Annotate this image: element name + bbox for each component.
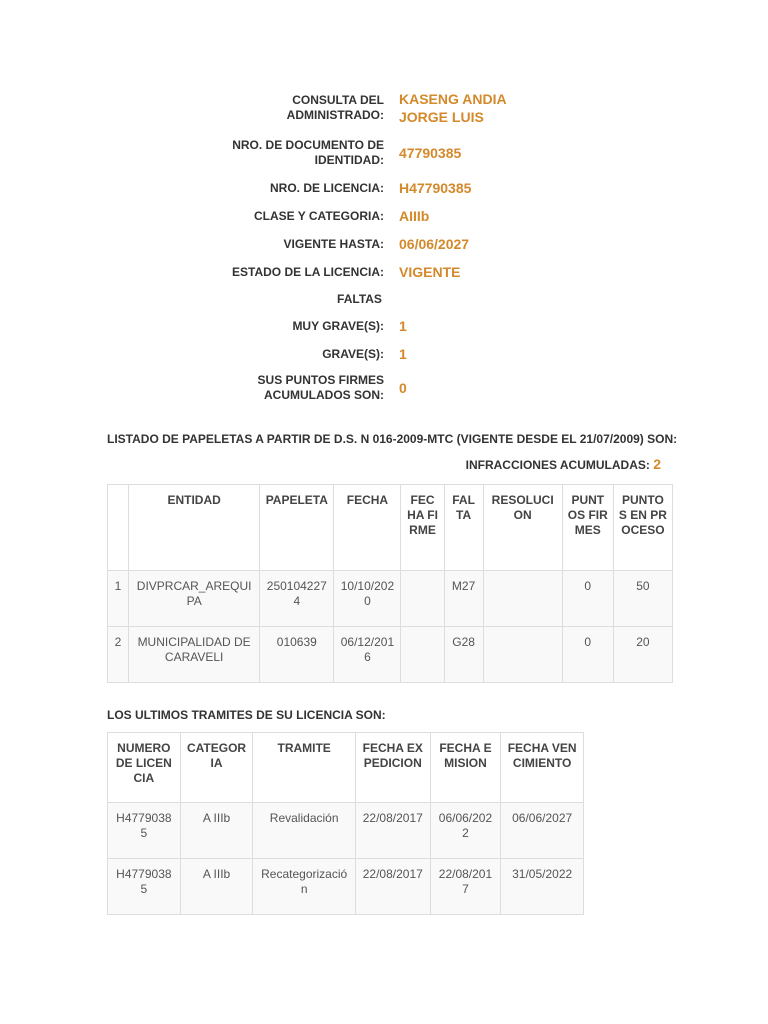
column-header: PUNTOS EN PROCESO bbox=[613, 485, 672, 571]
table-cell bbox=[401, 627, 444, 683]
info-label: CONSULTA DEL ADMINISTRADO: bbox=[286, 93, 384, 122]
table-row bbox=[108, 859, 584, 915]
table-cell: 2 bbox=[108, 627, 129, 683]
column-header: ENTIDAD bbox=[129, 485, 260, 571]
table-cell: 50 bbox=[613, 571, 672, 627]
info-value: VIGENTE bbox=[399, 264, 461, 280]
table-header-row bbox=[108, 733, 584, 803]
column-header: CATEGORIA bbox=[180, 733, 253, 803]
tramites-heading: LOS ULTIMOS TRAMITES DE SU LICENCIA SON: bbox=[107, 708, 386, 722]
info-value: 0 bbox=[399, 380, 407, 396]
info-row-grave bbox=[200, 340, 540, 368]
info-row-vigente bbox=[200, 230, 540, 258]
info-row-documento bbox=[200, 132, 540, 174]
table-cell: 010639 bbox=[260, 627, 334, 683]
table-cell: Revalidación bbox=[253, 803, 356, 859]
table-cell: 06/06/2027 bbox=[501, 803, 584, 859]
tramites-table bbox=[107, 732, 584, 915]
info-label: GRAVE(S): bbox=[322, 346, 384, 361]
table-cell: 22/08/2017 bbox=[430, 859, 501, 915]
info-value: 47790385 bbox=[399, 145, 462, 161]
table-cell: A IIIb bbox=[180, 859, 253, 915]
infracciones-acumuladas bbox=[466, 456, 661, 472]
column-header: FECHA EMISION bbox=[430, 733, 501, 803]
info-row-clase bbox=[200, 202, 540, 230]
table-cell: 1 bbox=[108, 571, 129, 627]
column-header: FECHA VENCIMIENTO bbox=[501, 733, 584, 803]
table-cell bbox=[401, 571, 444, 627]
table-cell: 20 bbox=[613, 627, 672, 683]
table-cell: 2501042274 bbox=[260, 571, 334, 627]
column-header: FECHA bbox=[334, 485, 401, 571]
column-header: TRAMITE bbox=[253, 733, 356, 803]
table-cell: Recategorización bbox=[253, 859, 356, 915]
table-cell: 22/08/2017 bbox=[355, 859, 430, 915]
info-label: ESTADO DE LA LICENCIA: bbox=[232, 264, 384, 279]
table-cell: 31/05/2022 bbox=[501, 859, 584, 915]
table-cell bbox=[483, 627, 562, 683]
info-row-muy-grave bbox=[200, 312, 540, 340]
info-label: SUS PUNTOS FIRMES ACUMULADOS SON: bbox=[257, 373, 384, 402]
faltas-row bbox=[200, 286, 540, 312]
table-cell: G28 bbox=[444, 627, 483, 683]
info-row-administrado bbox=[200, 84, 540, 132]
info-label: NRO. DE DOCUMENTO DE IDENTIDAD: bbox=[232, 138, 384, 167]
table-row bbox=[108, 803, 584, 859]
column-header: NUMERO DE LICENCIA bbox=[108, 733, 181, 803]
table-cell: H47790385 bbox=[108, 803, 181, 859]
table-cell: 0 bbox=[562, 571, 613, 627]
column-header bbox=[108, 485, 129, 571]
column-header: FECHA EXPEDICION bbox=[355, 733, 430, 803]
column-header: FECHA FIRME bbox=[401, 485, 444, 571]
info-value: 1 bbox=[399, 318, 407, 334]
papeletas-table bbox=[107, 484, 673, 683]
column-header: PUNTOS FIRMES bbox=[562, 485, 613, 571]
info-label: CLASE Y CATEGORIA: bbox=[253, 208, 384, 223]
table-cell: DIVPRCAR_AREQUIPA bbox=[129, 571, 260, 627]
table-cell: 06/06/2022 bbox=[430, 803, 501, 859]
table-cell: M27 bbox=[444, 571, 483, 627]
info-value: KASENG ANDIA JORGE LUIS bbox=[399, 91, 507, 125]
table-cell: 10/10/2020 bbox=[334, 571, 401, 627]
accum-label: INFRACCIONES ACUMULADAS: bbox=[465, 458, 650, 472]
info-label: MUY GRAVE(S): bbox=[292, 318, 384, 333]
info-row-estado bbox=[200, 258, 540, 286]
table-row bbox=[108, 571, 673, 627]
table-cell: A IIIb bbox=[180, 803, 253, 859]
table-cell: 06/12/2016 bbox=[334, 627, 401, 683]
column-header: FALTA bbox=[444, 485, 483, 571]
info-label: NRO. DE LICENCIA: bbox=[270, 180, 384, 195]
info-value: AIIIb bbox=[399, 208, 430, 224]
info-label: VIGENTE HASTA: bbox=[283, 236, 384, 251]
info-value: H47790385 bbox=[399, 180, 472, 196]
papeletas-heading: LISTADO DE PAPELETAS A PARTIR DE D.S. N 016-2009-MTC (VIGENTE DESDE EL 21/07/2009) SON: bbox=[107, 432, 678, 446]
table-cell: 22/08/2017 bbox=[355, 803, 430, 859]
table-cell: 0 bbox=[562, 627, 613, 683]
faltas-title: FALTAS bbox=[337, 292, 382, 306]
table-cell: H47790385 bbox=[108, 859, 181, 915]
table-header-row bbox=[108, 485, 673, 571]
table-row bbox=[108, 627, 673, 683]
table-cell: MUNICIPALIDAD DE CARAVELI bbox=[129, 627, 260, 683]
info-row-puntos bbox=[200, 368, 540, 408]
table-cell bbox=[483, 571, 562, 627]
accum-value: 2 bbox=[653, 456, 661, 472]
info-value: 06/06/2027 bbox=[399, 236, 470, 252]
column-header: RESOLUCION bbox=[483, 485, 562, 571]
license-info bbox=[200, 84, 540, 408]
info-row-licencia bbox=[200, 174, 540, 202]
info-value: 1 bbox=[399, 346, 407, 362]
column-header: PAPELETA bbox=[260, 485, 334, 571]
